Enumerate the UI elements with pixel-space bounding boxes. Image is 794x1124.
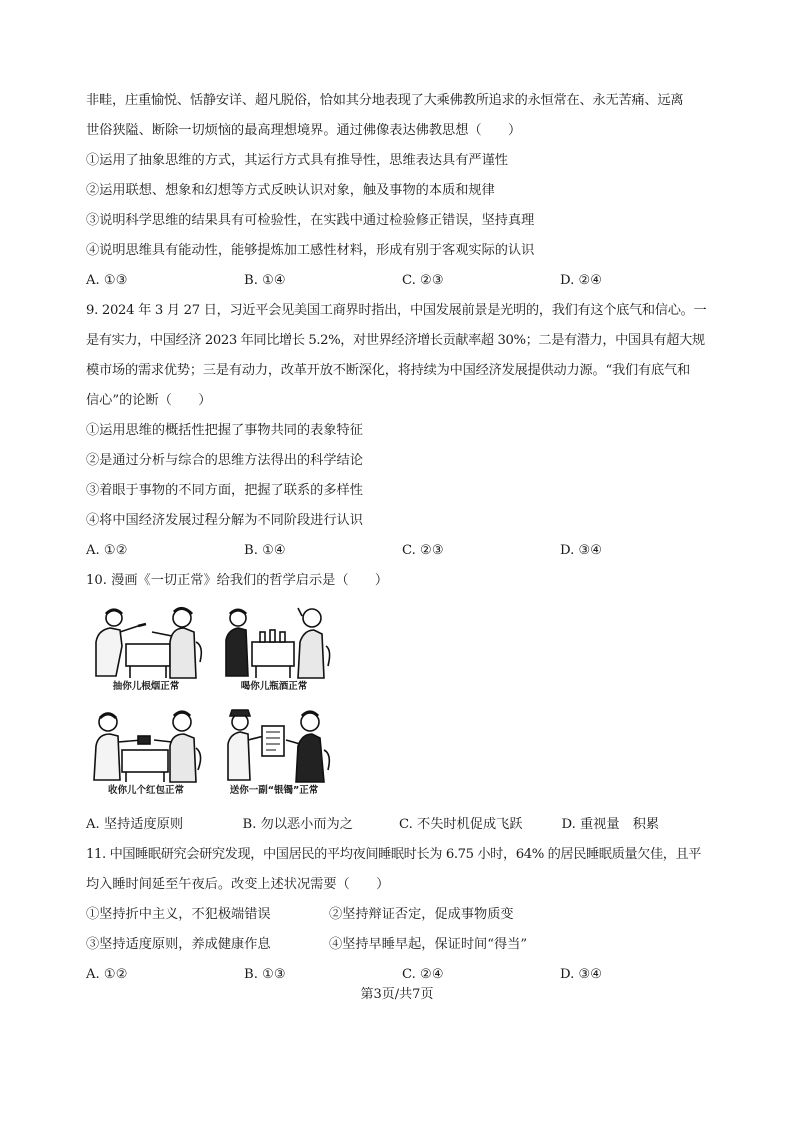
cartoon-panel-1 [86,602,206,698]
cartoon-caption-3: 收你儿个红包正常 [107,785,184,796]
q8-statement-1: ①运用了抽象思维的方式，其运行方式具有推导性，思维表达具有严谨性 [86,153,508,168]
q11-option-d[interactable]: D. ③④ [560,967,603,982]
q10-option-c[interactable]: C. 不失时机促成飞跃 [399,817,523,832]
q10-option-b[interactable]: B. 勿以恶小而为之 [242,817,353,832]
q11-option-a[interactable]: A. ①② [86,967,128,982]
q8-option-d[interactable]: D. ②④ [560,273,603,288]
q11-statement-3: ③坚持适度原则，养成健康作息 [86,937,271,952]
q11-statements-row-2 [86,930,718,960]
q8-option-b[interactable]: B. ①④ [244,273,286,288]
q9-option-a[interactable]: A. ①② [86,543,128,558]
q10-option-d[interactable]: D. 重视量 积累 [561,817,660,832]
q9-stem-line-3: 模市场的需求优势；三是有动力，改革开放不断深化，将持续为中国经济发展提供动力源。“我们有底气和 [86,363,690,378]
cartoon-drawing-1 [86,602,206,682]
q10-options [86,810,718,840]
q11-option-b[interactable]: B. ①③ [244,967,286,982]
q11-stem-line-2: 均入睡时间延至午夜后。改变上述状况需要（ ） [86,877,390,892]
exam-page [86,86,718,990]
cartoon-caption-2: 喝你儿瓶酒正常 [240,681,308,692]
q9-option-c[interactable]: C. ②③ [402,543,444,558]
q9-option-b[interactable]: B. ①④ [244,543,286,558]
q9-stem-line-1: 9. 2024 年 3 月 27 日，习近平会见美国工商界时指出，中国发展前景是光明的，我们有这个底气和信心。一 [86,303,707,318]
q8-stem-line-1: 非畦，庄重愉悦、恬静安详、超凡脱俗，恰如其分地表现了大乘佛教所追求的永恒常在、永无苦痛、远离 [86,93,684,108]
q8-option-a[interactable]: A. ①③ [86,273,128,288]
q11-statement-4: ④坚持早睡早起，保证时间“得当” [329,937,528,952]
q9-statement-1: ①运用思维的概括性把握了事物共同的表象特征 [86,423,363,438]
q9-option-d[interactable]: D. ③④ [560,543,603,558]
q11-stem-line-1: 11. 中国睡眠研究会研究发现，中国居民的平均夜间睡眠时长为 6.75 小时，64% 的居民睡眠质量欠佳，且平 [86,847,702,862]
q8-statement-2: ②运用联想、想象和幻想等方式反映认识对象，触及事物的本质和规律 [86,183,495,198]
page-footer: 第3页/共7页 [360,987,434,1002]
q9-stem-line-4: 信心”的论断（ ） [86,393,212,408]
q11-statement-1: ①坚持折中主义，不犯极端错误 [86,907,271,922]
cartoon-panel-3 [86,706,206,802]
q9-statement-4: ④将中国经济发展过程分解为不同阶段进行认识 [86,513,363,528]
cartoon-caption-1: 抽你儿根烟正常 [112,681,180,692]
q9-statement-3: ③着眼于事物的不同方面，把握了联系的多样性 [86,483,363,498]
q11-statements-row-1 [86,900,718,930]
q9-options [86,536,718,566]
cartoon-panel-4 [214,706,334,802]
q8-statement-3: ③说明科学思维的结果具有可检验性，在实践中通过检验修正错误，坚持真理 [86,213,535,228]
cartoon-drawing-4 [214,706,334,786]
cartoon-drawing-2 [214,602,334,682]
cartoon-panel-2 [214,602,334,698]
q8-statement-4: ④说明思维具有能动性，能够提炼加工感性材料，形成有别于客观实际的认识 [86,243,535,258]
q8-options [86,266,718,296]
q11-statement-2: ②坚持辩证否定，促成事物质变 [329,907,514,922]
q10-stem: 10. 漫画《一切正常》给我们的哲学启示是（ ） [86,573,389,588]
q10-option-a[interactable]: A. 坚持适度原则 [86,817,184,832]
cartoon-everything-normal [86,602,336,808]
q9-statement-2: ②是通过分析与综合的思维方法得出的科学结论 [86,453,363,468]
cartoon-caption-4: 送你一副“银镯”正常 [229,785,319,796]
q8-stem-line-2: 世俗狭隘、断除一切烦恼的最高理想境界。通过佛像表达佛教思想（ ） [86,123,522,138]
cartoon-drawing-3 [86,706,206,786]
q9-stem-line-2: 是有实力，中国经济 2023 年同比增长 5.2%，对世界经济增长贡献率超 30%；二是有潜力，中国具有超大规 [86,333,705,348]
q8-option-c[interactable]: C. ②③ [402,273,444,288]
q11-option-c[interactable]: C. ②④ [402,967,444,982]
